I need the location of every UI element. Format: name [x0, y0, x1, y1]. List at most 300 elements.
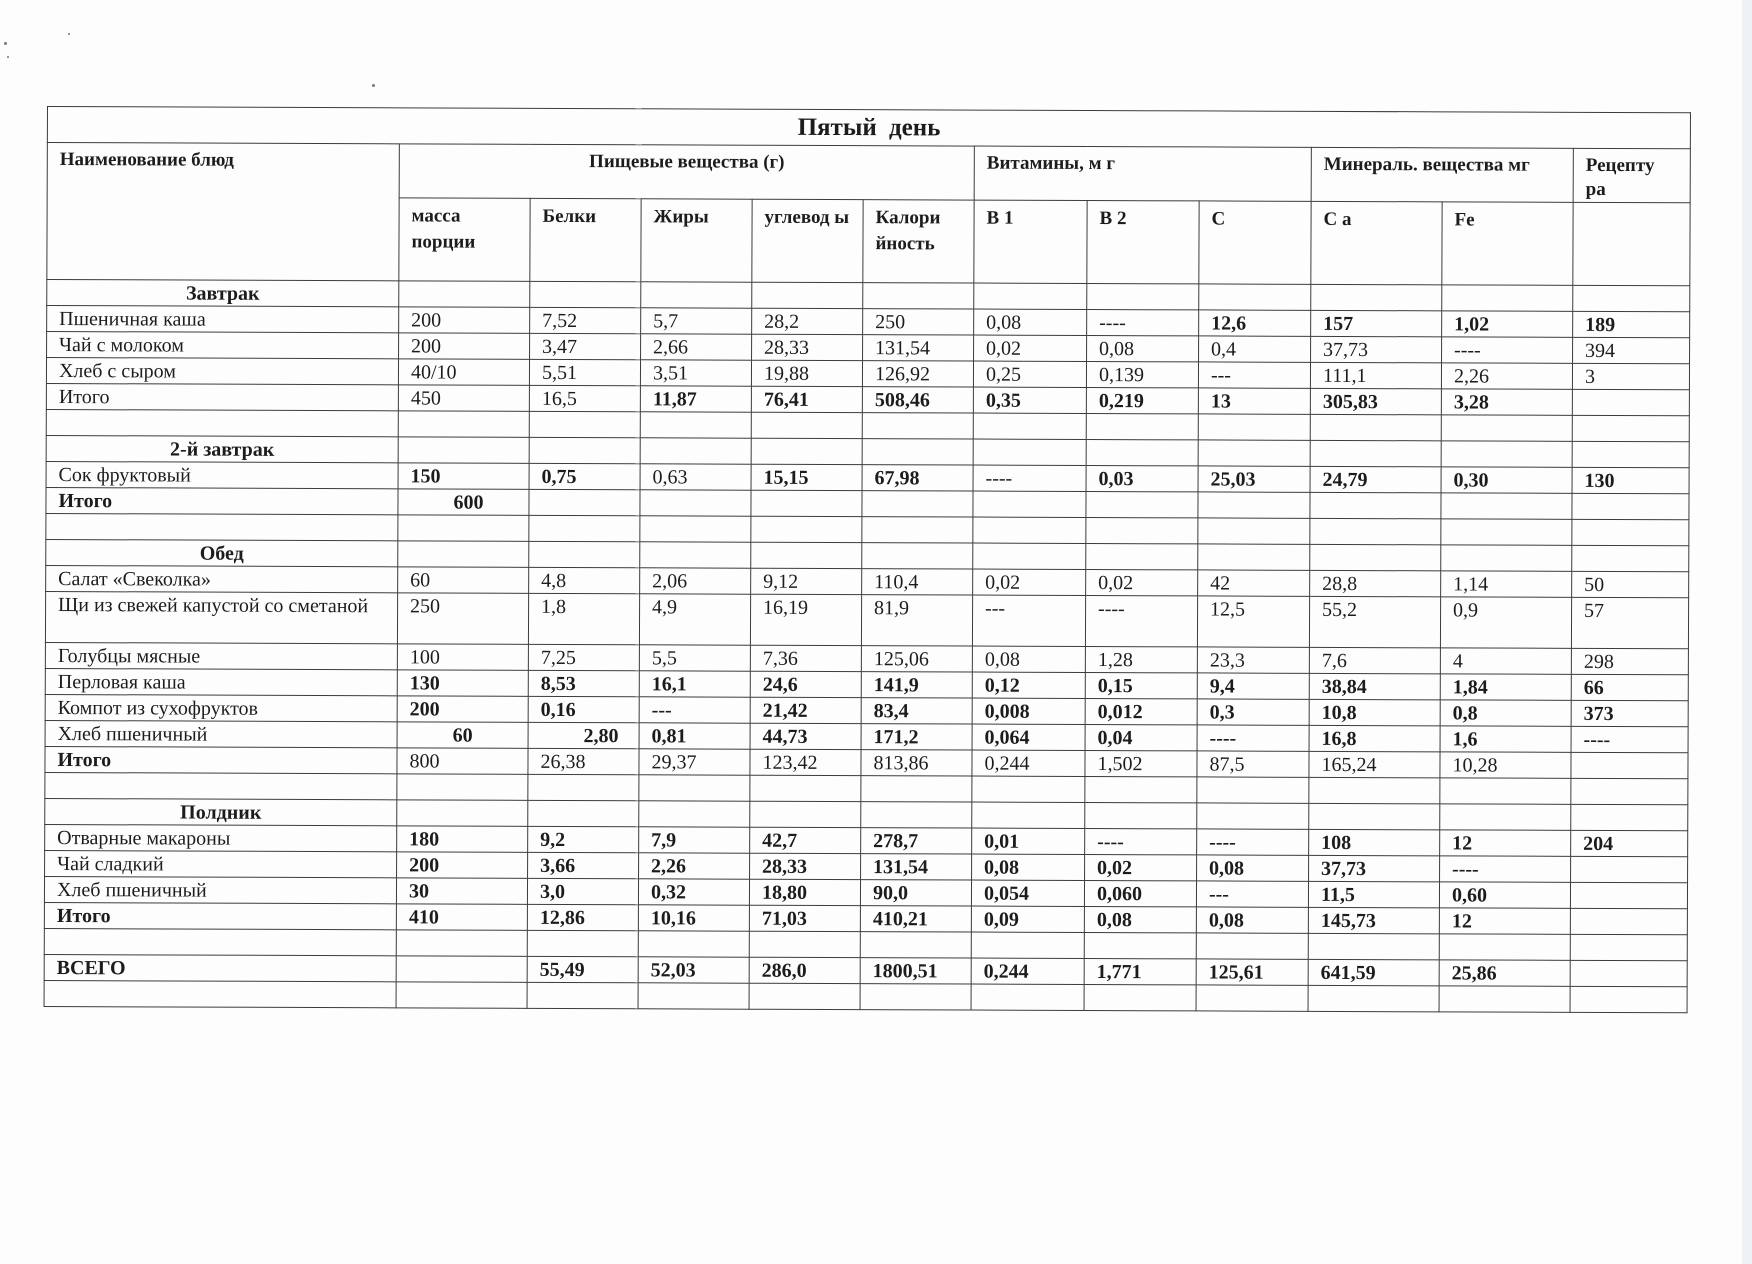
empty-cell — [638, 931, 749, 957]
cell-b2: 0,08 — [1084, 906, 1196, 932]
cell-fat: 5,5 — [639, 645, 750, 671]
empty-cell — [1309, 777, 1440, 804]
cell-b1: 0,35 — [973, 387, 1086, 413]
header-b2: В 2 — [1087, 200, 1199, 283]
cell-mass: 410 — [396, 904, 527, 931]
cell-cal: 250 — [863, 309, 974, 335]
header-row-1 — [47, 143, 1690, 203]
empty-cell — [1441, 545, 1572, 572]
empty-cell — [749, 983, 860, 1009]
empty-cell — [1308, 985, 1439, 1012]
cell-b2: 0,139 — [1086, 361, 1198, 387]
cell-b1: 0,01 — [972, 828, 1085, 854]
cell-fe — [1441, 493, 1572, 520]
cell-carbs: 28,2 — [752, 308, 863, 334]
cell-protein: 1,8 — [528, 593, 639, 644]
cell-recipe: 204 — [1571, 830, 1688, 856]
cell-carbs: 28,33 — [752, 334, 863, 360]
cell-fat: --- — [639, 697, 750, 723]
cell-fe: ---- — [1442, 337, 1573, 364]
cell-carbs: 7,36 — [750, 645, 861, 671]
empty-cell — [1442, 285, 1573, 312]
empty-cell — [1440, 778, 1571, 805]
cell-mass: 40/10 — [398, 359, 529, 386]
cell-recipe — [1570, 882, 1687, 908]
cell-b2: ---- — [1085, 595, 1197, 646]
cell-protein — [529, 489, 640, 515]
cell-ca: 37,73 — [1309, 855, 1440, 882]
empty-cell — [1197, 777, 1309, 803]
dish-name-cell: Итого — [44, 902, 396, 929]
cell-fat: 11,87 — [640, 386, 751, 412]
cell-protein: 7,25 — [528, 644, 639, 670]
cell-carbs: 286,0 — [749, 957, 860, 983]
cell-fat: 16,1 — [639, 671, 750, 697]
cell-b1: 0,02 — [974, 335, 1087, 361]
cell-b2: 1,28 — [1085, 646, 1197, 672]
empty-cell — [1309, 803, 1440, 830]
cell-ca: 55,2 — [1309, 596, 1440, 648]
empty-cell — [1196, 985, 1308, 1011]
empty-cell — [751, 412, 862, 438]
empty-cell — [399, 281, 530, 308]
cell-recipe: ---- — [1571, 726, 1688, 752]
cell-mass: 60 — [397, 722, 528, 749]
header-fe: Fe — [1442, 202, 1573, 286]
cell-carbs: 71,03 — [749, 905, 860, 931]
empty-cell — [1085, 802, 1197, 828]
cell-b1: --- — [972, 595, 1085, 646]
cell-mass: 200 — [399, 333, 530, 360]
empty-cell — [529, 411, 640, 437]
cell-recipe — [1570, 960, 1687, 986]
empty-cell — [974, 283, 1087, 309]
header-vitamins: Витамины, м г — [974, 146, 1311, 201]
dish-name-cell: Салат «Свеколка» — [46, 565, 398, 592]
cell-ca: 7,6 — [1309, 647, 1440, 674]
empty-cell — [750, 801, 861, 827]
cell-mass: 600 — [398, 489, 529, 516]
header-nutrients: Пищевые вещества (г) — [399, 144, 974, 200]
cell-fe: 1,84 — [1440, 674, 1571, 701]
empty-cell — [861, 776, 972, 802]
empty-cell — [862, 439, 973, 465]
cell-carbs: 28,33 — [750, 853, 861, 879]
cell-cal: 81,9 — [861, 595, 972, 646]
cell-ca: 157 — [1311, 310, 1442, 337]
empty-cell — [45, 772, 397, 799]
empty-cell — [530, 281, 641, 307]
dish-name-cell: Щи из свежей капустой со сметаной — [45, 591, 397, 643]
cell-recipe: 57 — [1571, 597, 1688, 648]
empty-cell — [529, 541, 640, 567]
cell-fe: 3,28 — [1441, 389, 1572, 416]
cell-cal: 125,06 — [861, 646, 972, 672]
cell-fe: 25,86 — [1439, 960, 1570, 987]
cell-ca: 305,83 — [1310, 388, 1441, 415]
empty-cell — [46, 513, 398, 540]
cell-recipe: 130 — [1572, 467, 1689, 493]
spacer-row — [44, 980, 1687, 1012]
empty-cell — [528, 774, 639, 800]
cell-ca: 111,1 — [1310, 362, 1441, 389]
empty-cell — [640, 516, 751, 542]
dish-name-cell: Компот из сухофруктов — [45, 694, 397, 721]
cell-fat: 5,7 — [641, 308, 752, 334]
dish-name-cell: Отварные макароны — [45, 824, 397, 851]
cell-protein: 55,49 — [527, 956, 638, 982]
cell-ca: 165,24 — [1309, 751, 1440, 778]
empty-cell — [1572, 519, 1689, 545]
cell-b2: 1,771 — [1084, 958, 1196, 984]
cell-b2: 0,012 — [1085, 698, 1197, 724]
empty-cell — [1196, 933, 1308, 959]
cell-mass: 250 — [397, 593, 528, 645]
dish-name-cell: Чай сладкий — [45, 850, 397, 877]
scan-speck — [7, 56, 9, 58]
header-recipe-blank — [1573, 202, 1690, 285]
dish-name-cell: Хлеб пшеничный — [44, 876, 396, 903]
dish-name-cell: Итого — [45, 746, 397, 773]
empty-cell — [528, 800, 639, 826]
empty-cell — [1310, 440, 1441, 467]
cell-fat: 2,66 — [641, 334, 752, 360]
cell-cal: 508,46 — [862, 387, 973, 413]
empty-cell — [971, 984, 1084, 1010]
empty-cell — [396, 930, 527, 957]
page-title: Пятый день — [47, 107, 1690, 149]
cell-protein: 4,8 — [529, 567, 640, 593]
cell-c: 12,5 — [1197, 596, 1309, 647]
empty-cell — [1086, 439, 1198, 465]
cell-protein: 5,51 — [529, 359, 640, 385]
dish-name-cell: Голубцы мясные — [45, 642, 397, 669]
empty-cell — [44, 928, 396, 955]
cell-b2: ---- — [1085, 828, 1197, 854]
dish-name-cell: Хлеб пшеничный — [45, 720, 397, 747]
cell-carbs: 42,7 — [750, 827, 861, 853]
cell-fe: 1,6 — [1440, 726, 1571, 753]
cell-carbs: 123,42 — [750, 749, 861, 775]
cell-c: 12,6 — [1199, 310, 1311, 336]
cell-cal: 141,9 — [861, 672, 972, 698]
cell-cal: 131,54 — [863, 335, 974, 361]
header-recipe: Рецепту ра — [1573, 148, 1690, 202]
cell-cal: 131,54 — [861, 854, 972, 880]
empty-cell — [527, 930, 638, 956]
cell-protein: 3,0 — [527, 878, 638, 904]
cell-protein: 3,66 — [528, 852, 639, 878]
empty-cell — [1198, 440, 1310, 466]
cell-mass: 150 — [398, 463, 529, 490]
empty-cell — [396, 982, 527, 1009]
empty-cell — [639, 775, 750, 801]
empty-cell — [1572, 545, 1689, 571]
cell-c: ---- — [1197, 725, 1309, 751]
cell-fat: 29,37 — [639, 749, 750, 775]
cell-cal: 813,86 — [861, 750, 972, 776]
cell-c: --- — [1196, 881, 1308, 907]
empty-cell — [1310, 518, 1441, 545]
cell-ca: 24,79 — [1310, 466, 1441, 493]
empty-cell — [1571, 804, 1688, 830]
cell-carbs: 21,42 — [750, 697, 861, 723]
cell-b1: 0,25 — [973, 361, 1086, 387]
cell-b2: 0,04 — [1085, 724, 1197, 750]
cell-b2: 0,03 — [1086, 465, 1198, 491]
empty-cell — [44, 980, 396, 1007]
empty-cell — [1439, 986, 1570, 1013]
cell-recipe — [1570, 908, 1687, 934]
cell-b2: ---- — [1087, 309, 1199, 335]
empty-cell — [1310, 544, 1441, 571]
empty-cell — [527, 982, 638, 1008]
empty-cell — [1311, 284, 1442, 311]
cell-carbs: 19,88 — [751, 360, 862, 386]
cell-carbs: 44,73 — [750, 723, 861, 749]
cell-b1: 0,12 — [972, 672, 1085, 698]
cell-b1: 0,02 — [973, 569, 1086, 595]
section-title: 2-й завтрак — [46, 435, 398, 462]
cell-cal: 67,98 — [862, 465, 973, 491]
empty-cell — [1086, 413, 1198, 439]
cell-mass: 800 — [397, 748, 528, 775]
dish-name-cell: Сок фруктовый — [46, 461, 398, 488]
empty-cell — [972, 802, 1085, 828]
dish-name-cell: Чай с молоком — [47, 332, 399, 359]
cell-b1: 0,244 — [971, 958, 1084, 984]
empty-cell — [972, 776, 1085, 802]
cell-cal: 126,92 — [862, 361, 973, 387]
cell-mass: 180 — [397, 826, 528, 853]
cell-fe: 4 — [1440, 648, 1571, 675]
cell-protein: 16,5 — [529, 385, 640, 411]
cell-b1: 0,08 — [974, 309, 1087, 335]
cell-fat — [640, 490, 751, 516]
header-carbs: углевод ы — [752, 199, 863, 282]
cell-fe: 0,30 — [1441, 467, 1572, 494]
empty-cell — [1084, 984, 1196, 1010]
empty-cell — [1198, 518, 1310, 544]
cell-c: 0,08 — [1197, 855, 1309, 881]
scan-speck — [68, 33, 70, 35]
cell-carbs: 15,15 — [751, 464, 862, 490]
empty-cell — [1086, 543, 1198, 569]
cell-fe: 2,26 — [1441, 363, 1572, 390]
empty-cell — [1573, 285, 1690, 311]
empty-cell — [398, 515, 529, 542]
cell-c: 25,03 — [1198, 466, 1310, 492]
cell-b2: 0,08 — [1087, 335, 1199, 361]
empty-cell — [1084, 932, 1196, 958]
empty-cell — [862, 517, 973, 543]
dish-name-cell: ВСЕГО — [44, 954, 396, 981]
cell-b1: 0,08 — [972, 854, 1085, 880]
cell-b2: 1,502 — [1085, 750, 1197, 776]
cell-ca — [1310, 492, 1441, 519]
empty-cell — [397, 774, 528, 801]
cell-c: 0,08 — [1196, 907, 1308, 933]
cell-b1: 0,064 — [972, 724, 1085, 750]
cell-b1: 0,08 — [972, 646, 1085, 672]
cell-fat: 0,63 — [640, 464, 751, 490]
empty-cell — [973, 439, 1086, 465]
cell-cal: 83,4 — [861, 698, 972, 724]
empty-cell — [1087, 283, 1199, 309]
header-protein: Белки — [530, 198, 641, 281]
cell-fe: 12 — [1440, 830, 1571, 857]
cell-recipe: 394 — [1573, 337, 1690, 363]
cell-fat: 52,03 — [638, 957, 749, 983]
cell-fe: 0,60 — [1439, 882, 1570, 909]
cell-protein: 12,86 — [527, 904, 638, 930]
cell-carbs: 24,6 — [750, 671, 861, 697]
cell-recipe: 189 — [1573, 311, 1690, 337]
cell-ca: 28,8 — [1310, 570, 1441, 597]
dish-name-cell: Пшеничная каша — [47, 306, 399, 333]
cell-b1: 0,008 — [972, 698, 1085, 724]
cell-protein: 26,38 — [528, 748, 639, 774]
empty-cell — [1570, 934, 1687, 960]
empty-cell — [973, 413, 1086, 439]
empty-cell — [398, 411, 529, 438]
cell-ca: 108 — [1309, 829, 1440, 856]
cell-fe: 1,14 — [1441, 571, 1572, 598]
empty-cell — [971, 932, 1084, 958]
empty-cell — [640, 412, 751, 438]
table-body — [44, 280, 1690, 1013]
empty-cell — [860, 984, 971, 1010]
cell-fe: 0,8 — [1440, 700, 1571, 727]
cell-protein: 3,47 — [530, 333, 641, 359]
cell-c: --- — [1198, 362, 1310, 388]
cell-fat: 4,9 — [639, 594, 750, 645]
cell-fe: 0,9 — [1440, 597, 1571, 649]
empty-cell — [1440, 804, 1571, 831]
empty-cell — [1572, 441, 1689, 467]
empty-cell — [1570, 986, 1687, 1012]
header-name: Наименование блюд — [47, 143, 400, 281]
cell-recipe — [1572, 493, 1689, 519]
empty-cell — [639, 801, 750, 827]
cell-recipe: 298 — [1571, 648, 1688, 674]
cell-ca: 145,73 — [1308, 907, 1439, 934]
empty-cell — [398, 541, 529, 568]
cell-b1: ---- — [973, 465, 1086, 491]
cell-fe: ---- — [1440, 856, 1571, 883]
header-fat: Жиры — [641, 199, 752, 282]
cell-protein: 2,80 — [528, 722, 639, 748]
cell-fat: 2,26 — [639, 853, 750, 879]
cell-c: 42 — [1198, 570, 1310, 596]
cell-carbs: 76,41 — [751, 386, 862, 412]
cell-recipe — [1571, 752, 1688, 778]
cell-protein: 8,53 — [528, 670, 639, 696]
empty-cell — [749, 931, 860, 957]
dish-name-cell: Перловая каша — [45, 668, 397, 695]
empty-cell — [641, 282, 752, 308]
empty-cell — [1308, 933, 1439, 960]
cell-protein: 9,2 — [528, 826, 639, 852]
cell-cal: 110,4 — [862, 569, 973, 595]
header-calories: Калори йность — [863, 200, 974, 283]
cell-fat: 7,9 — [639, 827, 750, 853]
cell-fat: 3,51 — [640, 360, 751, 386]
empty-cell — [1197, 803, 1309, 829]
cell-ca: 38,84 — [1309, 673, 1440, 700]
empty-cell — [1199, 284, 1311, 310]
cell-c: 23,3 — [1197, 647, 1309, 673]
empty-cell — [1441, 415, 1572, 442]
cell-ca: 10,8 — [1309, 699, 1440, 726]
cell-mass: 200 — [397, 852, 528, 879]
empty-cell — [640, 438, 751, 464]
scan-speck — [4, 42, 7, 45]
cell-b1: 0,09 — [971, 906, 1084, 932]
cell-b2 — [1086, 491, 1198, 517]
empty-cell — [973, 517, 1086, 543]
header-mass: масса порции — [399, 198, 530, 282]
empty-cell — [529, 437, 640, 463]
cell-cal: 278,7 — [861, 828, 972, 854]
empty-cell — [1085, 776, 1197, 802]
cell-mass: 200 — [397, 696, 528, 723]
cell-cal: 90,0 — [860, 880, 971, 906]
cell-b2: 0,02 — [1086, 569, 1198, 595]
cell-c: 9,4 — [1197, 673, 1309, 699]
empty-cell — [973, 543, 1086, 569]
empty-cell — [861, 802, 972, 828]
scan-speck — [372, 84, 375, 87]
cell-ca: 11,5 — [1308, 881, 1439, 908]
cell-protein: 0,75 — [529, 463, 640, 489]
cell-fat: 0,32 — [638, 879, 749, 905]
cell-fe: 1,02 — [1442, 311, 1573, 338]
cell-c: ---- — [1197, 829, 1309, 855]
header-b1: В 1 — [974, 200, 1087, 283]
empty-cell — [750, 775, 861, 801]
empty-cell — [863, 283, 974, 309]
cell-cal — [862, 491, 973, 517]
cell-carbs — [751, 490, 862, 516]
empty-cell — [1198, 414, 1310, 440]
empty-cell — [751, 542, 862, 568]
cell-mass — [396, 956, 527, 983]
menu-table — [44, 106, 1692, 1013]
cell-recipe — [1571, 856, 1688, 882]
empty-cell — [752, 282, 863, 308]
cell-b1: 0,244 — [972, 750, 1085, 776]
cell-fat: 10,16 — [638, 905, 749, 931]
cell-mass: 100 — [397, 644, 528, 671]
header-ca: С а — [1311, 201, 1442, 285]
empty-cell — [751, 438, 862, 464]
cell-fe: 10,28 — [1440, 752, 1571, 779]
cell-carbs: 18,80 — [749, 879, 860, 905]
cell-b2: 0,02 — [1085, 854, 1197, 880]
empty-cell — [1310, 414, 1441, 441]
empty-cell — [751, 516, 862, 542]
cell-mass: 30 — [396, 878, 527, 905]
cell-b2: 0,15 — [1085, 672, 1197, 698]
cell-cal: 410,21 — [860, 906, 971, 932]
cell-ca: 641,59 — [1308, 959, 1439, 986]
cell-cal: 1800,51 — [860, 958, 971, 984]
table-row — [45, 591, 1688, 648]
cell-ca: 37,73 — [1311, 336, 1442, 363]
cell-b1 — [973, 491, 1086, 517]
cell-mass: 60 — [398, 567, 529, 594]
